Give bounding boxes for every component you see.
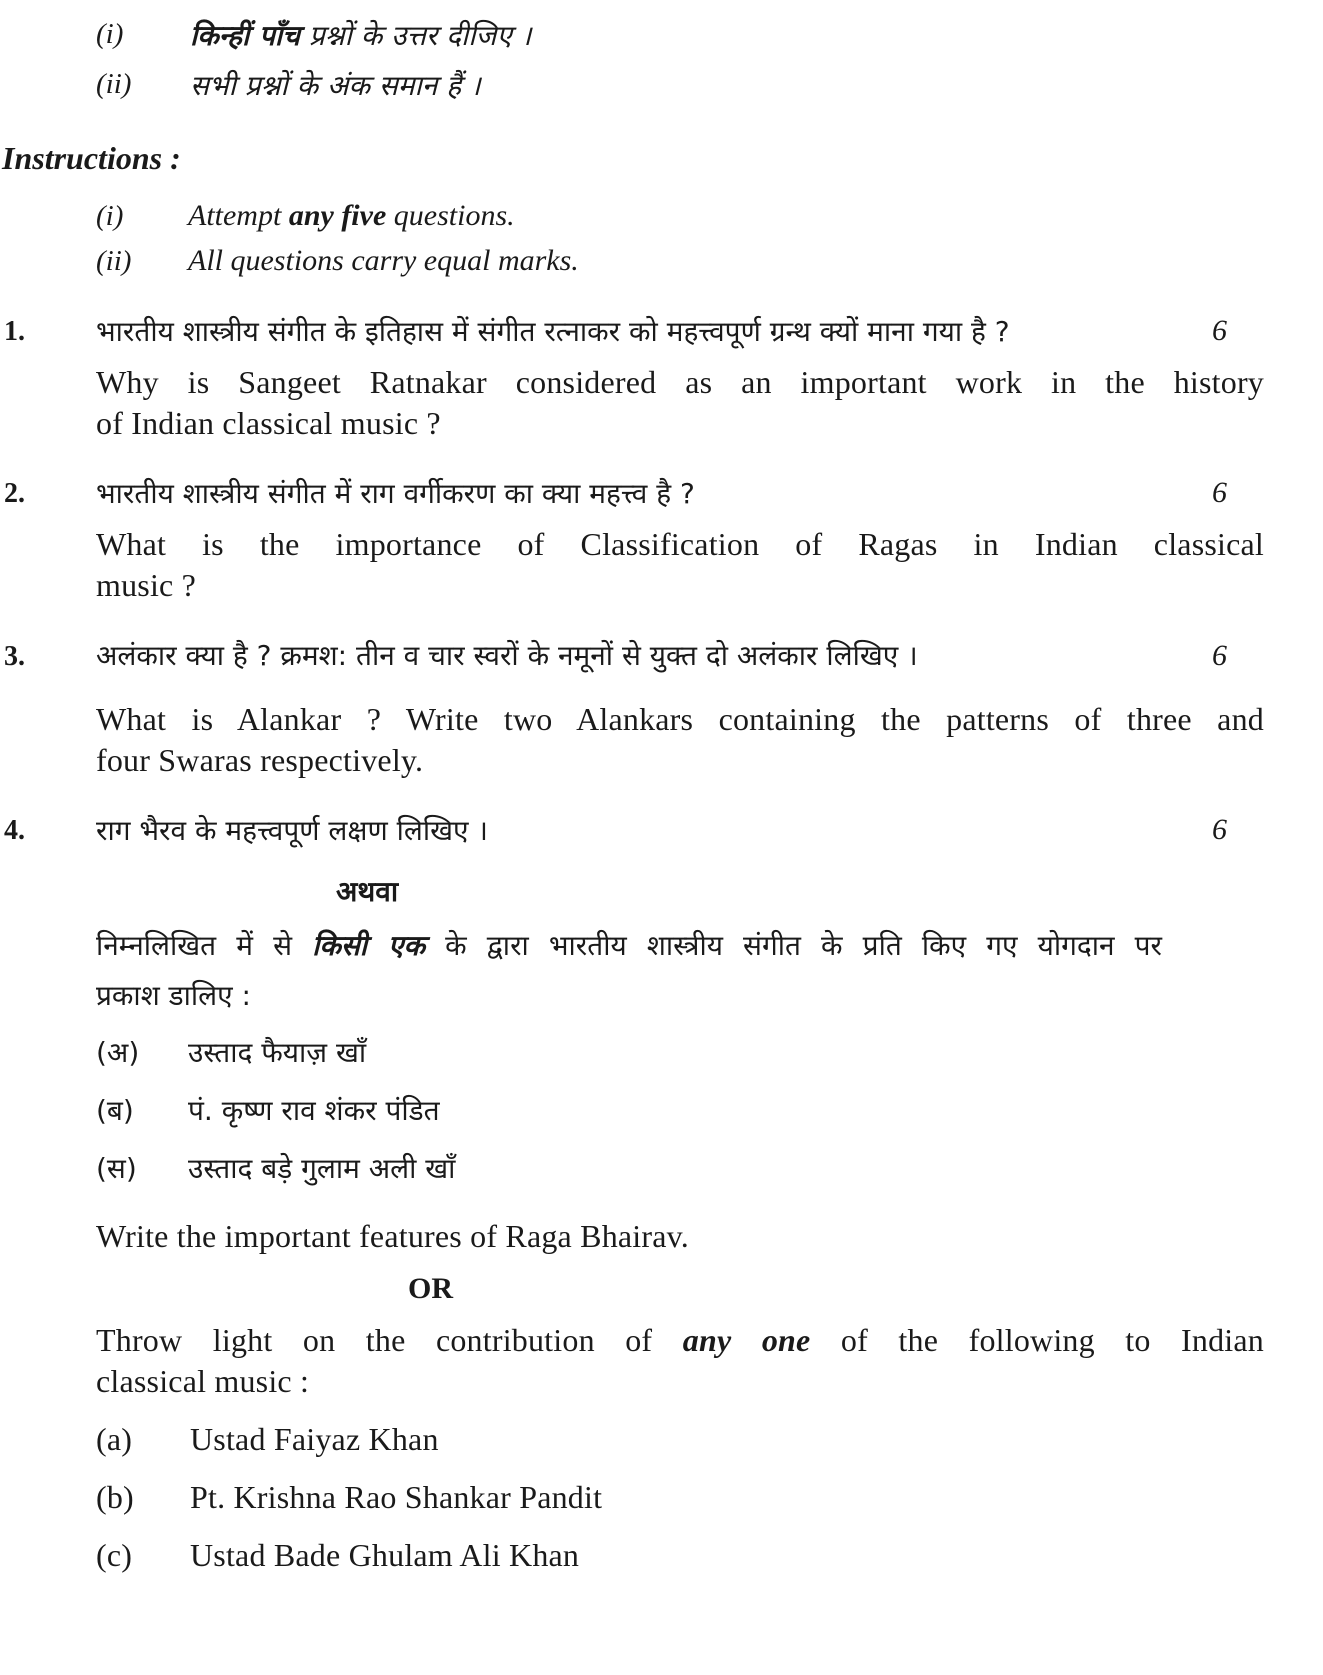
english-option-text: Pt. Krishna Rao Shankar Pandit — [190, 1479, 603, 1515]
hindi-instruction-marker-1: (i) — [96, 18, 124, 50]
instruction-1-pre: Attempt — [188, 199, 289, 232]
question-marks: 6 — [1212, 639, 1227, 672]
instruction-marker-1: (i) — [96, 200, 124, 232]
english-option-marker: (b) — [96, 1479, 134, 1515]
hindi-alt-line2: प्रकाश डालिए : — [96, 979, 251, 1012]
question-hindi: भारतीय शास्त्रीय संगीत के इतिहास में संगीत रत्नाकर को महत्त्वपूर्ण ग्रन्थ क्यों माना गया है ? — [96, 315, 1010, 348]
question-hindi: भारतीय शास्त्रीय संगीत में राग वर्गीकरण का क्या महत्त्व है ? — [96, 477, 695, 510]
instruction-1-post: questions. — [386, 199, 515, 232]
question-english-line1: Why is Sangeet Ratnakar considered as an important work in the history — [96, 364, 1264, 400]
hindi-instruction-marker-2: (ii) — [96, 68, 132, 100]
question-english-line1: What is Alankar ? Write two Alankars containing the patterns of three and — [96, 701, 1264, 737]
instruction-2: All questions carry equal marks. — [188, 244, 579, 277]
question-hindi: राग भैरव के महत्त्वपूर्ण लक्षण लिखिए । — [96, 814, 489, 847]
question-english: Write the important features of Raga Bhairav. — [96, 1218, 689, 1254]
hindi-instruction-2: सभी प्रश्नों के अंक समान हैं । — [190, 69, 481, 102]
question-english-line1: What is the importance of Classification of Ragas in Indian classical — [96, 526, 1264, 562]
english-option-text: Ustad Faiyaz Khan — [190, 1421, 439, 1457]
english-alt-post: of the following to Indian — [810, 1322, 1265, 1358]
question-number: 2. — [4, 478, 25, 509]
hindi-instruction-1 — [190, 16, 531, 54]
english-option-text: Ustad Bade Ghulam Ali Khan — [190, 1537, 580, 1573]
english-alt-line2: classical music : — [96, 1363, 310, 1399]
question-number: 3. — [4, 641, 25, 672]
hindi-alt-post: के द्वारा भारतीय शास्त्रीय संगीत के प्रति किए गए योगदान पर — [425, 929, 1162, 962]
question-number: 4. — [4, 815, 25, 846]
english-alt-line1 — [96, 1322, 1264, 1359]
hindi-option-text: पं. कृष्ण राव शंकर पंडित — [188, 1094, 440, 1127]
hindi-instruction-1-rest: प्रश्नों के उत्तर दीजिए । — [299, 19, 532, 52]
english-option-marker: (a) — [96, 1421, 133, 1457]
question-english-line2: music ? — [96, 567, 197, 603]
question-marks: 6 — [1212, 476, 1227, 509]
hindi-option-text: उस्ताद बड़े गुलाम अली खाँ — [188, 1152, 456, 1185]
hindi-option-marker: (स) — [96, 1152, 137, 1185]
english-alt-bold: any one — [682, 1322, 811, 1358]
instructions-heading: Instructions : — [2, 140, 181, 176]
english-option-marker: (c) — [96, 1537, 133, 1573]
instruction-1-bold: any five — [288, 199, 387, 232]
english-alt-pre: Throw light on the contribution of — [96, 1322, 683, 1358]
question-marks: 6 — [1212, 813, 1227, 846]
question-number: 1. — [4, 316, 25, 347]
hindi-option-text: उस्ताद फैयाज़ खाँ — [188, 1036, 367, 1069]
instruction-1 — [188, 199, 515, 233]
question-marks: 6 — [1212, 314, 1227, 347]
hindi-alt-line1 — [96, 926, 1162, 964]
question-english-line2: of Indian classical music ? — [96, 405, 441, 441]
english-or-label: OR — [408, 1272, 453, 1305]
hindi-option-marker: (अ) — [96, 1036, 140, 1069]
hindi-instruction-1-bold: किन्हीं पाँच — [190, 19, 300, 52]
question-hindi: अलंकार क्या है ? क्रमश: तीन व चार स्वरों के नमूनों से युक्त दो अलंकार लिखिए । — [96, 639, 918, 672]
instruction-marker-2: (ii) — [96, 245, 132, 277]
hindi-option-marker: (ब) — [96, 1094, 134, 1127]
hindi-alt-pre: निम्नलिखित में से — [96, 929, 313, 962]
hindi-or-label: अथवा — [336, 875, 399, 908]
question-english-line2: four Swaras respectively. — [96, 742, 424, 778]
hindi-alt-bold: किसी एक — [312, 929, 425, 962]
